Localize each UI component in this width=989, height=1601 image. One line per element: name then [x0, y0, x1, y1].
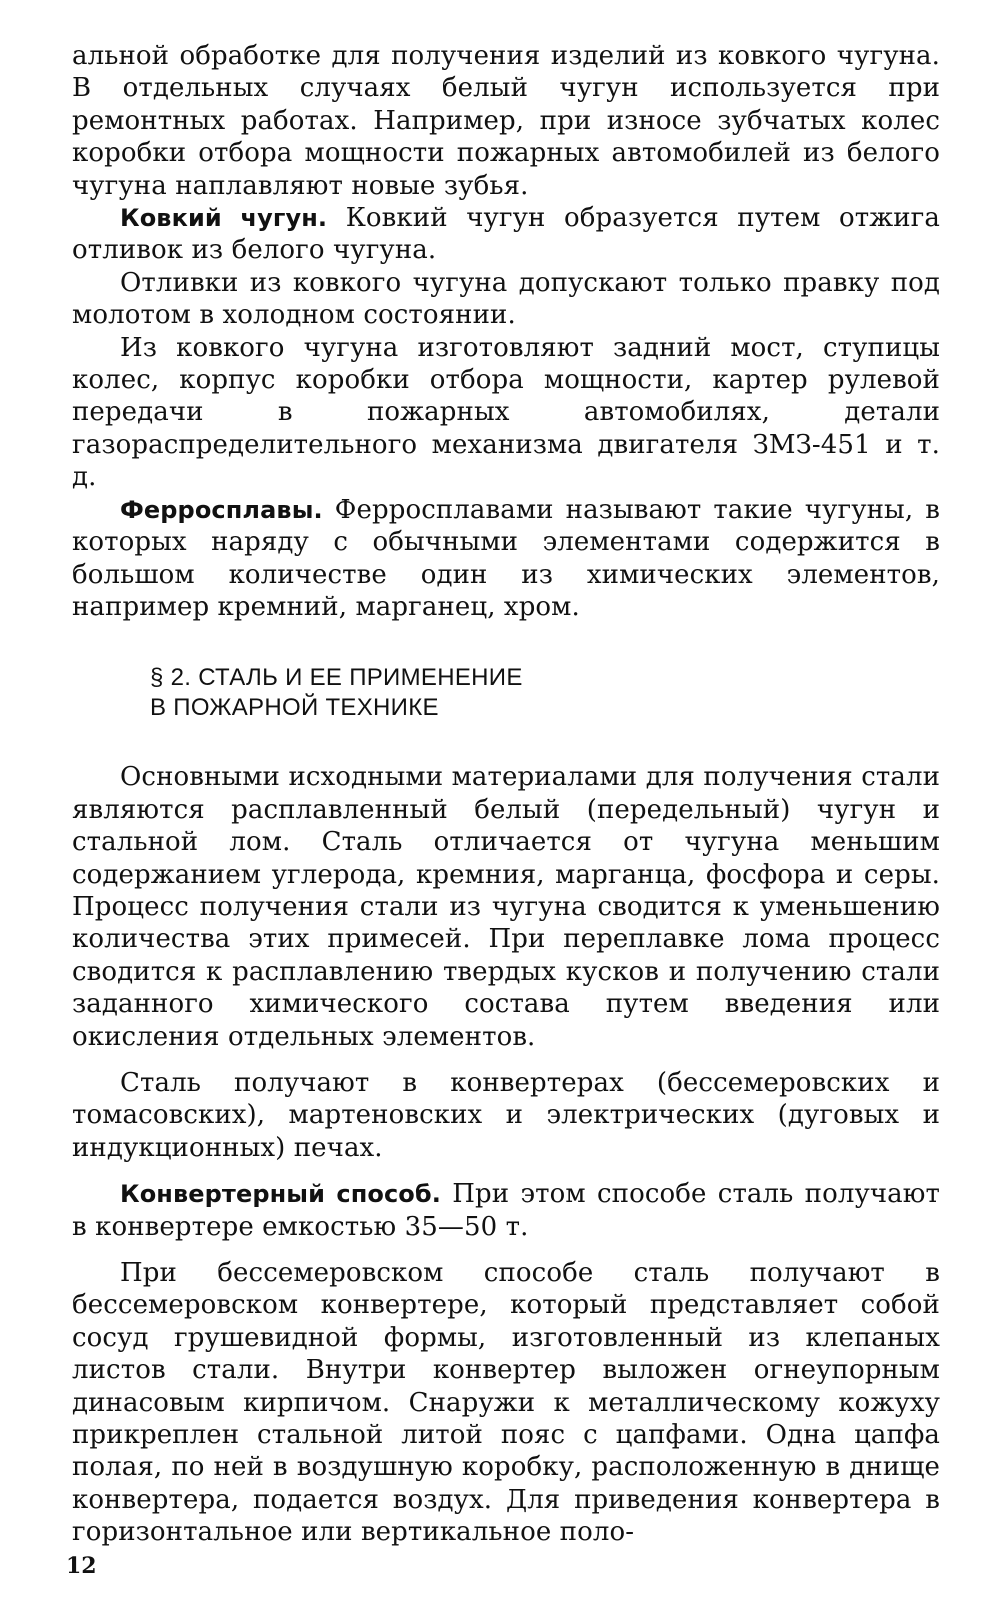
paragraph-text: При этом способе сталь получают в конвертере емкостью 35—50 т.	[72, 1179, 940, 1242]
paragraph-uses: Из ковкого чугуна изготовляют задний мост, ступицы колес, корпус коробки отбора мощности, картер рулевой передачи в пожарных автомобилях, детали газораспределительного механизма двигателя ЗМЗ-451 и т. д.	[72, 332, 940, 493]
section-heading-line-2: В ПОЖАРНОЙ ТЕХНИКЕ	[150, 694, 439, 722]
paragraph-castings: Отливки из ковкого чугуна допускают только правку под молотом в холодном состоянии.	[72, 267, 940, 331]
term-ferroalloys: Ферросплавы.	[120, 495, 323, 524]
paragraph-steel-furnaces: Сталь получают в конвертерах (бессемеровских и томасовских), мартеновских и электрических (дуговых и индукционных) печах.	[72, 1067, 940, 1163]
paragraph-ferroalloys	[72, 494, 940, 624]
paragraph-steel-materials: Основными исходными материалами для получения стали являются расплавленный белый (передельный) чугун и стальной лом. Сталь отличается от чугуна меньшим содержанием углерода, кремния, марганца, фосфора и серы. Процесс получения стали из чугуна сводится к уменьшению количества этих примесей. При переплавке лома процесс сводится к расплавлению твердых кусков и получению стали заданного химического состава путем введения или окисления отдельных элементов.	[72, 762, 940, 1052]
paragraph-text: Ферросплавами называют такие чугуны, в которых наряду с обычными элементами содержится в большом количестве один из химических элементов, например кремний, марганец, хром.	[72, 494, 940, 622]
paragraph-bessemer: При бессемеровском способе сталь получают в бессемеровском конвертере, который представляет собой сосуд грушевидной формы, изготовленный из клепаных листов стали. Внутри конвертер выложен огнеупорным динасовым кирпичом. Снаружи к металлическому кожуху прикреплен стальной литой пояс с цапфами. Одна цапфа полая, по ней в воздушную коробку, расположенную в днище конвертера, подается воздух. Для приведения конвертера в горизонтальное или вертикальное поло-	[72, 1258, 940, 1548]
paragraph-text: Ковкий чугун образуется путем отжига отливок из белого чугуна.	[72, 203, 941, 266]
page-number: 12	[66, 1553, 97, 1579]
paragraph-continuation: альной обработке для получения изделий из ковкого чугуна. В отдельных случаях белый чугун используется при ремонтных работах. Например, при износе зубчатых колес коробки отбора мощности пожарных автомобилей из белого чугуна наплавляют новые зубья.	[72, 41, 940, 201]
section-heading	[150, 663, 940, 723]
section-heading-line-1: § 2. СТАЛЬ И ЕЕ ПРИМЕНЕНИЕ	[150, 664, 523, 692]
page-body	[72, 40, 940, 1549]
paragraph-converter-method	[72, 1178, 940, 1243]
term-malleable-iron: Ковкий чугун.	[120, 204, 328, 233]
term-converter-method: Конвертерный способ.	[120, 1180, 441, 1209]
paragraph-malleable-iron	[72, 202, 940, 267]
